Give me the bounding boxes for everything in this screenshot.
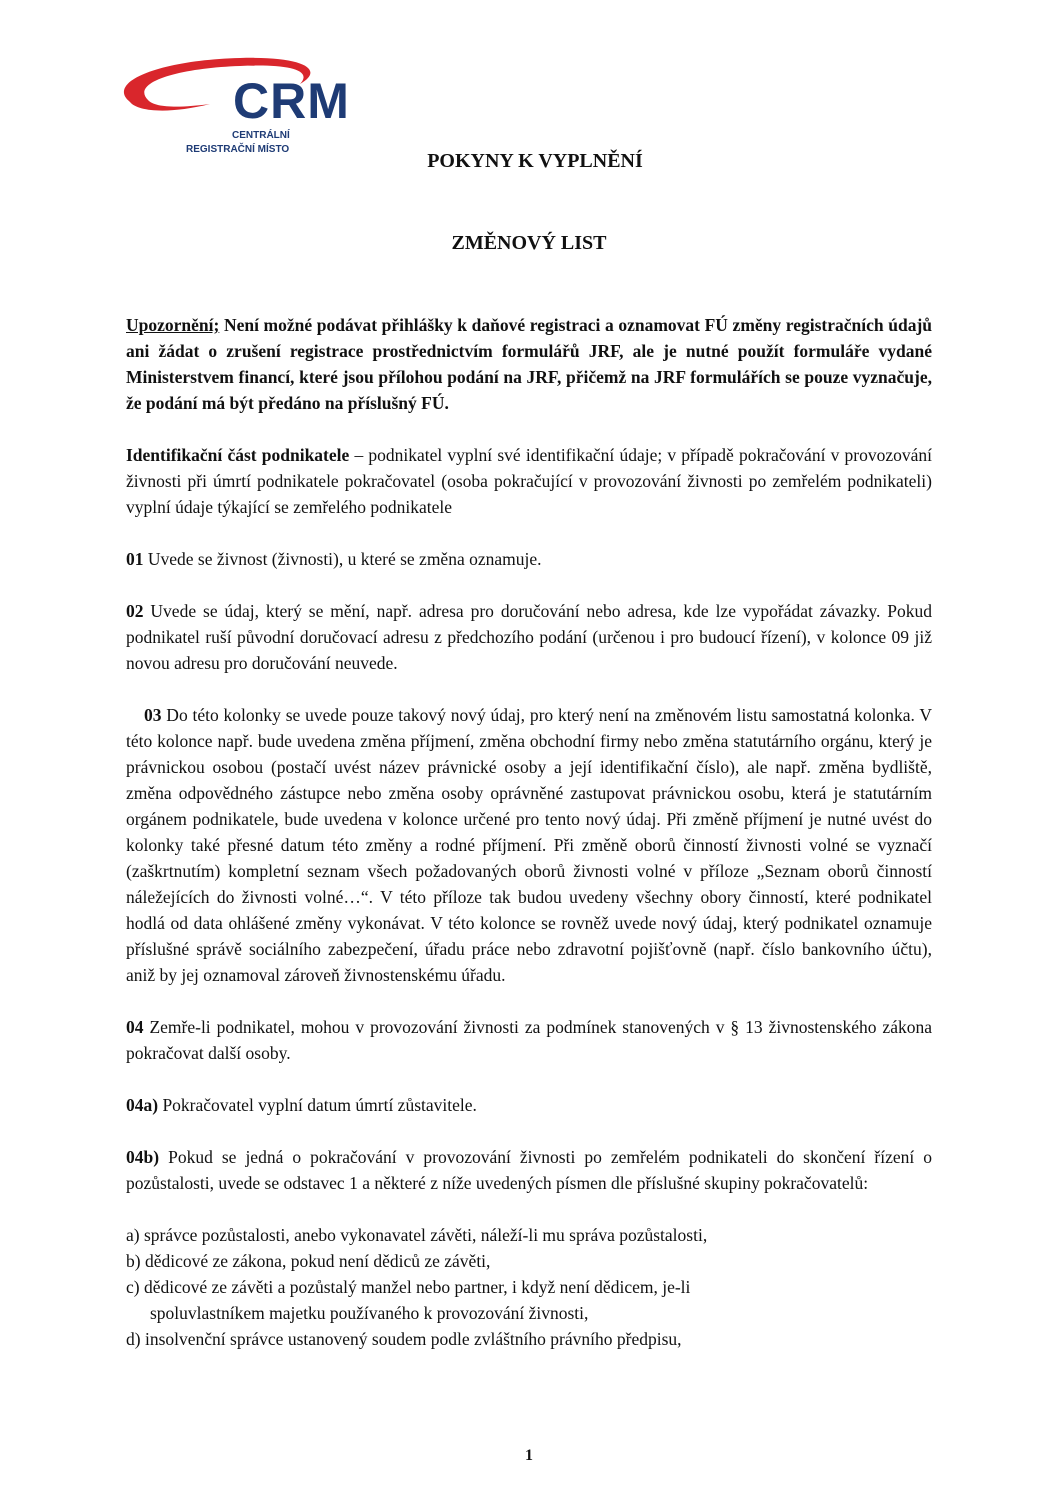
item-text: Pokračovatel vyplní datum úmrtí zůstavitele. xyxy=(158,1095,477,1115)
item-04b xyxy=(126,1144,932,1196)
warning-label: Upozornění; xyxy=(126,315,220,335)
logo-brand: CRM xyxy=(233,73,350,129)
item-text: Do této kolonky se uvede pouze takový nový údaj, pro který není na změnovém listu samostatná kolonka. V této kolonce např. bude uvedena změna příjmení, změna obchodní firmy nebo změna statutárního orgánu, který je právnickou osobou (postačí uvést název právnické osoby a její identifikační číslo), ale např. změna bydliště, změna odpovědného zástupce nebo změna osoby oprávněné zastupovat právnickou osobu, která je statutárním orgánem podnikatele, bude uvedena v kolonce určené pro tento nový údaj. Při změně příjmení je nutné uvést do kolonky také přesné datum této změny a rodné příjmení. Při změně oborů činností živnosti volné se vyznačí (zaškrtnutím) kompletní seznam všech požadovaných oborů živnosti volné v příloze „Seznam oborů činností náležejících do živnosti volné…“. V této příloze tak budou uvedeny všechny obory činností, které podnikatel hodlá od data ohlášené změny vykonávat. V této kolonce se rovněž uvede nový údaj, který podnikatel oznamuje příslušné správě sociálního zabezpečení, úřadu práce nebo zdravotní pojišťovně (např. číslo bankovního účtu), aniž by jej oznamoval zároveň živnostenskému úřadu. xyxy=(126,705,932,985)
identification-text: – podnikatel vyplní své identifikační údaje; v případě pokračování v provozování živnosti při úmrtí podnikatele pokračovatel (osoba pokračující v provozování živnosti po zemřelém podnikateli) vyplní údaje týkající se zemřelého podnikatele xyxy=(126,445,932,517)
page-subtitle: ZMĚNOVÝ LIST xyxy=(451,232,607,254)
logo-line2: REGISTRAČNÍ MÍSTO xyxy=(186,144,290,155)
item-code: 03 xyxy=(144,705,162,725)
document-body xyxy=(126,312,932,1352)
page-number: 1 xyxy=(525,1447,533,1464)
item-code: 02 xyxy=(126,601,144,621)
crm-logo xyxy=(100,52,350,162)
continuator-list xyxy=(126,1222,932,1352)
item-text: Uvede se údaj, který se mění, např. adresa pro doručování nebo adresa, kde lze vypořádat závazky. Pokud podnikatel ruší původní doručovací adresu z předchozího podání (určenou i pro budoucí řízení), v kolonce 09 již novou adresu pro doručování neuvede. xyxy=(126,601,932,673)
item-code: 01 xyxy=(126,549,144,569)
item-code: 04b) xyxy=(126,1147,160,1167)
item-02 xyxy=(126,598,932,676)
page-title: POKYNY K VYPLNĚNÍ xyxy=(427,150,643,172)
list-item: d) insolvenční správce ustanovený soudem podle zvláštního právního předpisu, xyxy=(126,1329,682,1349)
warning-text: Není možné podávat přihlášky k daňové registraci a oznamovat FÚ změny registračních údajů ani žádat o zrušení registrace prostřednictvím formulářů JRF, ale je nutné použít formuláře vydané Ministerstvem financí, které jsou přílohou podání na JRF, přičemž na JRF formulářích se pouze vyznačuje, že podání má být předáno na příslušný FÚ. xyxy=(126,315,932,413)
identification-paragraph xyxy=(126,442,932,520)
item-04a xyxy=(126,1092,932,1118)
list-item: b) dědicové ze zákona, pokud není dědiců ze závěti, xyxy=(126,1251,491,1271)
warning-paragraph xyxy=(126,312,932,416)
item-text: Zemře-li podnikatel, mohou v provozování živnosti za podmínek stanovených v § 13 živnostenského zákona pokračovat další osoby. xyxy=(126,1017,932,1063)
item-text: Uvede se živnost (živnosti), u které se změna oznamuje. xyxy=(143,549,542,569)
list-item: a) správce pozůstalosti, anebo vykonavatel závěti, náleží-li mu správa pozůstalosti, xyxy=(126,1225,708,1245)
item-text: Pokud se jedná o pokračování v provozování živnosti po zemřelém podnikateli do skončení řízení o pozůstalosti, uvede se odstavec 1 a některé z níže uvedených písmen dle příslušné skupiny pokračovatelů: xyxy=(126,1147,932,1193)
item-04 xyxy=(126,1014,932,1066)
item-code: 04a) xyxy=(126,1095,159,1115)
item-03 xyxy=(126,702,932,988)
list-item: c) dědicové ze závěti a pozůstalý manžel nebo partner, i když není dědicem, je-li xyxy=(126,1277,691,1297)
logo-line1: CENTRÁLNÍ xyxy=(232,130,290,141)
item-code: 04 xyxy=(126,1017,144,1037)
item-01 xyxy=(126,546,932,572)
list-item-continuation: spoluvlastníkem majetku používaného k provozování živnosti, xyxy=(150,1303,589,1323)
identification-label: Identifikační část podnikatele xyxy=(126,445,350,465)
